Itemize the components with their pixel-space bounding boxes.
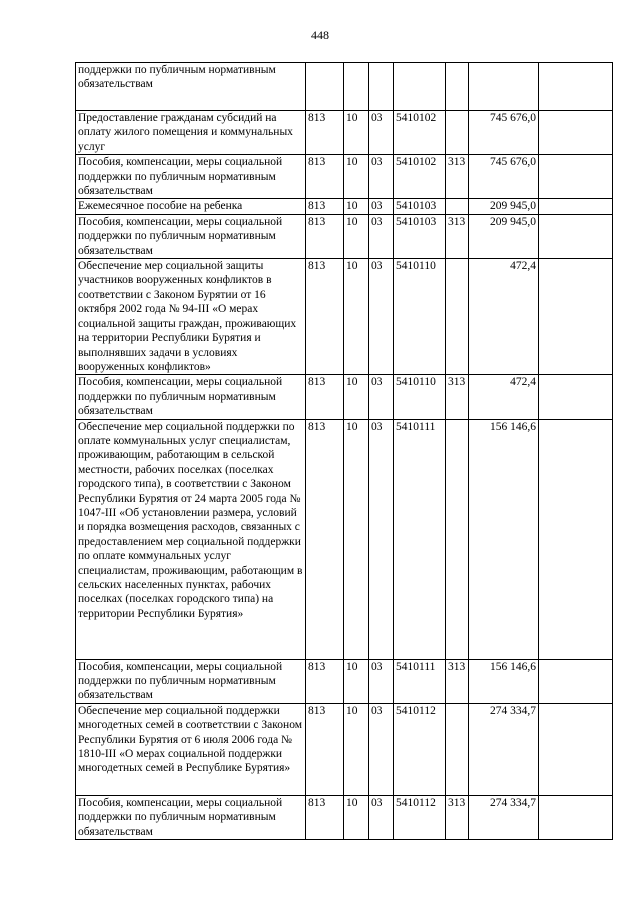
cell-subsection-code: 03 — [369, 659, 394, 703]
cell-target-code: 5410102 — [394, 155, 446, 199]
cell-amount: 274 334,7 — [469, 703, 539, 795]
cell-section-code: 10 — [344, 375, 369, 419]
table-row — [76, 375, 613, 419]
table-row — [76, 703, 613, 795]
cell-section-code — [344, 63, 369, 111]
cell-target-code: 5410103 — [394, 214, 446, 258]
cell-ministry-code: 813 — [306, 214, 344, 258]
cell-section-code: 10 — [344, 214, 369, 258]
cell-amount: 472,4 — [469, 375, 539, 419]
table-row — [76, 199, 613, 214]
cell-name: Пособия, компенсации, меры социальной поддержки по публичным нормативным обязательствам — [76, 659, 306, 703]
cell-subsection-code: 03 — [369, 199, 394, 214]
cell-empty — [539, 659, 613, 703]
cell-empty — [539, 63, 613, 111]
cell-name: Обеспечение мер социальной поддержки многодетных семей в соответствии с Законом Республики Бурятия от 6 июля 2006 года № 1810-III «О мерах социальной поддержки многодетных семей в Республике Бурятия» — [76, 703, 306, 795]
cell-name: Ежемесячное пособие на ребенка — [76, 199, 306, 214]
table-row — [76, 155, 613, 199]
cell-target-code: 5410112 — [394, 795, 446, 839]
cell-section-code: 10 — [344, 199, 369, 214]
cell-amount — [469, 63, 539, 111]
cell-empty — [539, 259, 613, 375]
cell-empty — [539, 703, 613, 795]
cell-name: Пособия, компенсации, меры социальной поддержки по публичным нормативным обязательствам — [76, 214, 306, 258]
cell-section-code: 10 — [344, 111, 369, 155]
cell-expense-type-code — [446, 199, 469, 214]
cell-section-code: 10 — [344, 155, 369, 199]
page-number: 448 — [311, 28, 329, 42]
cell-subsection-code: 03 — [369, 795, 394, 839]
cell-ministry-code: 813 — [306, 111, 344, 155]
cell-amount: 209 945,0 — [469, 214, 539, 258]
cell-target-code: 5410112 — [394, 703, 446, 795]
cell-ministry-code: 813 — [306, 795, 344, 839]
cell-expense-type-code — [446, 111, 469, 155]
cell-target-code: 5410110 — [394, 375, 446, 419]
cell-subsection-code: 03 — [369, 155, 394, 199]
cell-subsection-code: 03 — [369, 259, 394, 375]
cell-ministry-code: 813 — [306, 199, 344, 214]
cell-expense-type-code — [446, 259, 469, 375]
cell-target-code — [394, 63, 446, 111]
cell-empty — [539, 155, 613, 199]
cell-empty — [539, 111, 613, 155]
table-row — [76, 259, 613, 375]
cell-target-code: 5410111 — [394, 659, 446, 703]
cell-target-code: 5410103 — [394, 199, 446, 214]
cell-subsection-code: 03 — [369, 375, 394, 419]
cell-amount: 156 146,6 — [469, 659, 539, 703]
cell-expense-type-code — [446, 63, 469, 111]
cell-amount: 745 676,0 — [469, 111, 539, 155]
cell-expense-type-code: 313 — [446, 659, 469, 703]
cell-section-code: 10 — [344, 795, 369, 839]
cell-empty — [539, 214, 613, 258]
table-row — [76, 659, 613, 703]
cell-ministry-code — [306, 63, 344, 111]
cell-ministry-code: 813 — [306, 419, 344, 659]
cell-ministry-code: 813 — [306, 259, 344, 375]
cell-name: Пособия, компенсации, меры социальной поддержки по публичным нормативным обязательствам — [76, 155, 306, 199]
cell-ministry-code: 813 — [306, 155, 344, 199]
cell-amount: 156 146,6 — [469, 419, 539, 659]
cell-name: Пособия, компенсации, меры социальной поддержки по публичным нормативным обязательствам — [76, 795, 306, 839]
budget-table — [75, 62, 613, 840]
cell-target-code: 5410111 — [394, 419, 446, 659]
cell-expense-type-code: 313 — [446, 214, 469, 258]
cell-amount: 472,4 — [469, 259, 539, 375]
cell-amount: 209 945,0 — [469, 199, 539, 214]
cell-expense-type-code: 313 — [446, 375, 469, 419]
cell-empty — [539, 419, 613, 659]
cell-subsection-code: 03 — [369, 111, 394, 155]
cell-name: Предоставление гражданам субсидий на оплату жилого помещения и коммунальных услуг — [76, 111, 306, 155]
cell-name: Пособия, компенсации, меры социальной поддержки по публичным нормативным обязательствам — [76, 375, 306, 419]
table-row — [76, 63, 613, 111]
cell-subsection-code: 03 — [369, 703, 394, 795]
cell-section-code: 10 — [344, 419, 369, 659]
cell-target-code: 5410110 — [394, 259, 446, 375]
cell-subsection-code: 03 — [369, 419, 394, 659]
table-row — [76, 419, 613, 659]
cell-expense-type-code — [446, 419, 469, 659]
cell-section-code: 10 — [344, 659, 369, 703]
cell-subsection-code — [369, 63, 394, 111]
cell-empty — [539, 375, 613, 419]
cell-ministry-code: 813 — [306, 375, 344, 419]
cell-section-code: 10 — [344, 259, 369, 375]
cell-amount: 745 676,0 — [469, 155, 539, 199]
cell-expense-type-code: 313 — [446, 155, 469, 199]
cell-target-code: 5410102 — [394, 111, 446, 155]
cell-subsection-code: 03 — [369, 214, 394, 258]
cell-expense-type-code — [446, 703, 469, 795]
cell-name: Обеспечение мер социальной поддержки по оплате коммунальных услуг специалистам, проживающим, работающим в сельской местности, рабочих поселках (поселках городского типа), в соответствии с Законом Республики Бурятия от 24 марта 2005 года № 1047-III «Об установлении размера, условий и порядка возмещения расходов, связанных с предоставлением мер социальной поддержки по оплате коммунальных услуг специалистам, проживающим, работающим в сельских населенных пунктах, рабочих поселках (поселках городского типа) на территории Республики Бурятия» — [76, 419, 306, 659]
table-row — [76, 795, 613, 839]
table-row — [76, 214, 613, 258]
cell-amount: 274 334,7 — [469, 795, 539, 839]
table-row — [76, 111, 613, 155]
cell-section-code: 10 — [344, 703, 369, 795]
table-body — [76, 63, 613, 840]
cell-name: Обеспечение мер социальной защиты участников вооруженных конфликтов в соответствии с Законом Бурятии от 16 октября 2002 года № 94-III «О мерах социальной защиты граждан, проживающих на территории Республики Бурятия и выполнявших задачи в условиях вооруженных конфликтов» — [76, 259, 306, 375]
cell-empty — [539, 795, 613, 839]
cell-ministry-code: 813 — [306, 703, 344, 795]
cell-name: поддержки по публичным нормативным обязательствам — [76, 63, 306, 111]
cell-expense-type-code: 313 — [446, 795, 469, 839]
cell-empty — [539, 199, 613, 214]
cell-ministry-code: 813 — [306, 659, 344, 703]
